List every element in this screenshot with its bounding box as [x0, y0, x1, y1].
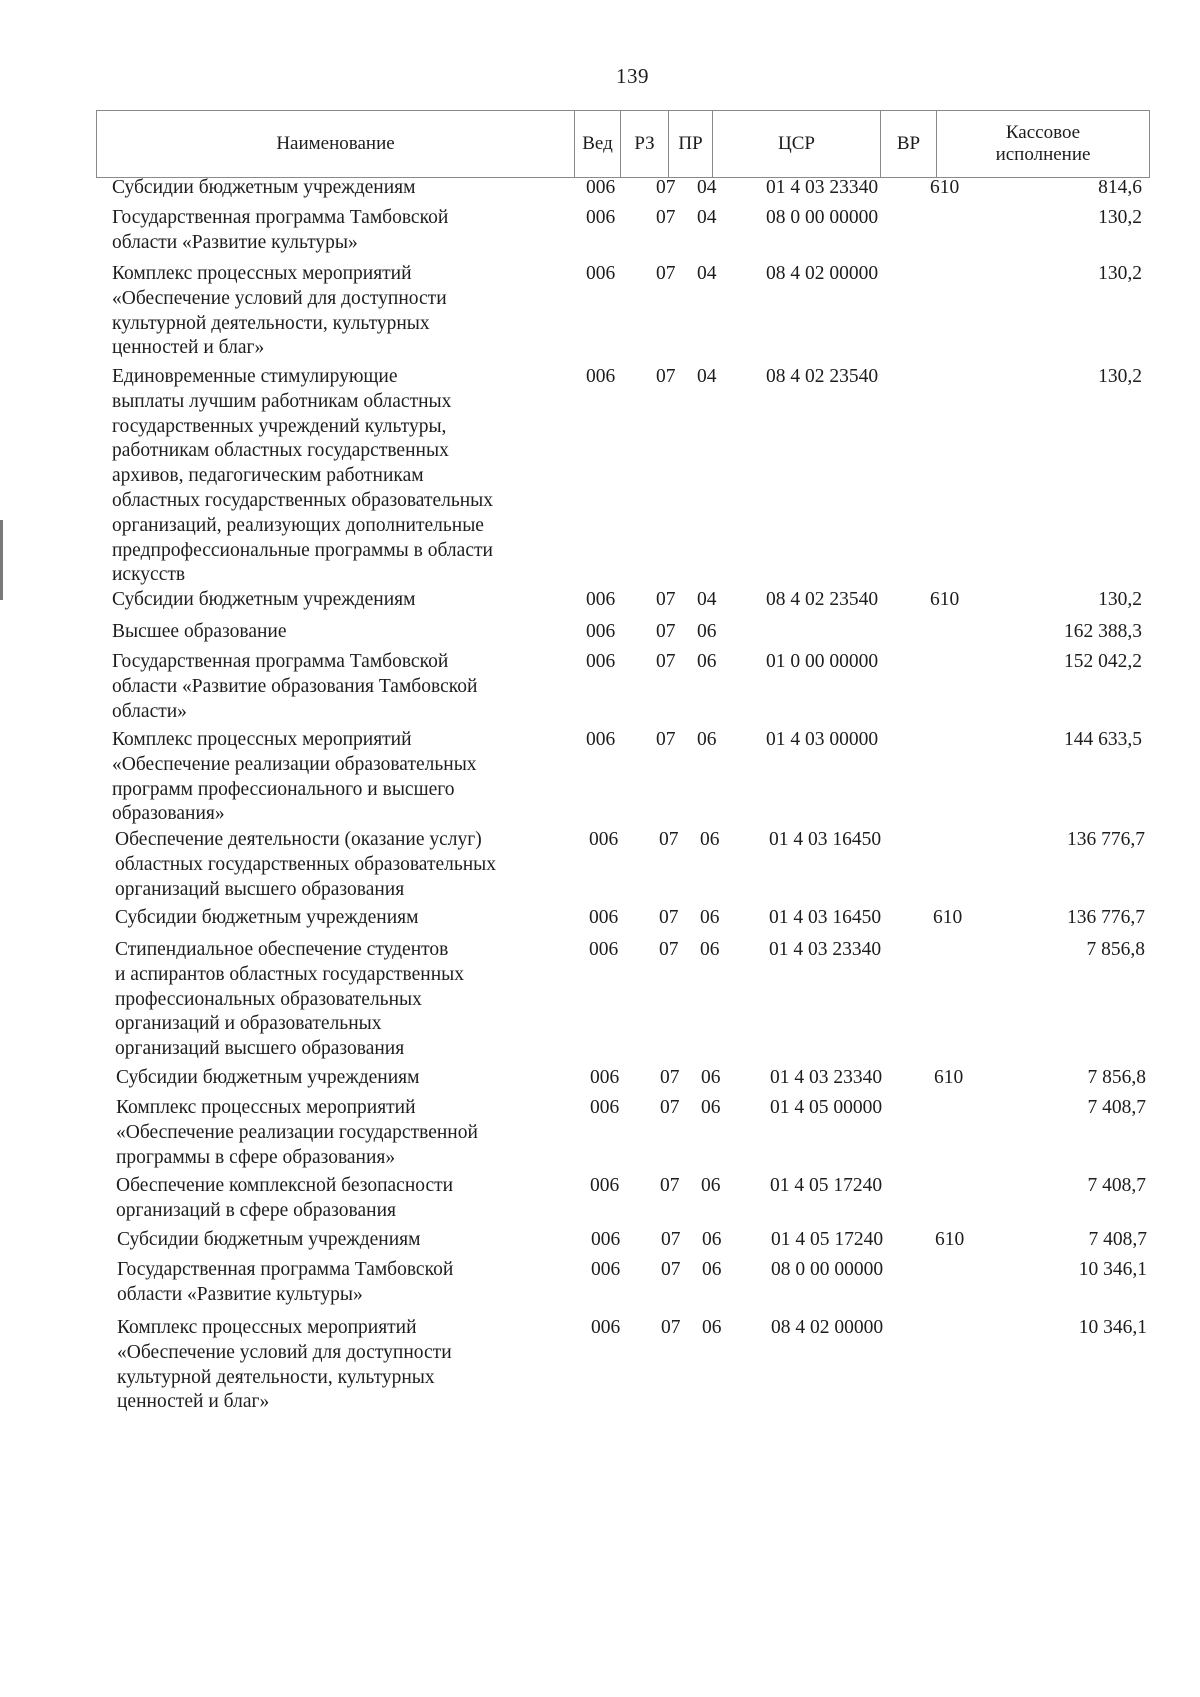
cell-amount: 7 856,8 — [1086, 939, 1145, 960]
cell-amount: 162 388,3 — [1064, 621, 1142, 642]
scan-edge-mark — [0, 520, 3, 600]
cell-pr: 06 — [697, 729, 717, 750]
cell-rz: 07 — [656, 207, 676, 228]
header-csr: ЦСР — [713, 111, 881, 177]
cell-rz: 07 — [659, 907, 679, 928]
cell-name: Субсидии бюджетным учреждениям — [112, 177, 416, 198]
cell-name: Комплекс процессных мероприятий «Обеспечение реализации образовательных программ профессионального и высшего образования» — [112, 729, 477, 825]
cell-csr: 08 0 00 00000 — [766, 207, 879, 228]
cell-csr: 01 4 05 17240 — [771, 1229, 884, 1250]
cell-ved: 006 — [589, 829, 619, 850]
cell-name: Высшее образование — [112, 621, 287, 642]
cell-pr: 06 — [702, 1259, 722, 1280]
cell-ved: 006 — [586, 729, 616, 750]
cell-rz: 07 — [656, 177, 676, 198]
cell-name: Комплекс процессных мероприятий «Обеспечение реализации государственной программы в сфере образования» — [116, 1097, 478, 1168]
cell-pr: 06 — [697, 651, 717, 672]
cell-pr: 04 — [697, 589, 717, 610]
cell-rz: 07 — [659, 939, 679, 960]
cell-ved: 006 — [590, 1097, 620, 1118]
cell-pr: 04 — [697, 366, 717, 387]
cell-ved: 006 — [586, 177, 616, 198]
cell-vr: 610 — [930, 177, 960, 198]
cell-vr: 610 — [934, 1067, 964, 1088]
cell-ved: 006 — [589, 939, 619, 960]
cell-rz: 07 — [661, 1229, 681, 1250]
cell-rz: 07 — [656, 651, 676, 672]
cell-amount: 10 346,1 — [1078, 1259, 1147, 1280]
cell-rz: 07 — [656, 729, 676, 750]
cell-pr: 04 — [697, 207, 717, 228]
cell-name: Обеспечение комплексной безопасности организаций в сфере образования — [116, 1175, 454, 1221]
cell-amount: 130,2 — [1098, 589, 1142, 610]
cell-pr: 04 — [697, 177, 717, 198]
cell-name: Стипендиальное обеспечение студентов и аспирантов областных государственных профессиональных образовательных организаций и образовательных организаций высшего образования — [115, 939, 464, 1060]
cell-amount: 130,2 — [1098, 366, 1142, 387]
cell-rz: 07 — [659, 829, 679, 850]
header-rz: РЗ — [621, 111, 669, 177]
cell-name: Комплекс процессных мероприятий «Обеспечение условий для доступности культурной деятельности, культурных ценностей и благ» — [117, 1317, 452, 1413]
cell-ved: 006 — [586, 651, 616, 672]
cell-amount: 136 776,7 — [1067, 829, 1145, 850]
cell-amount: 152 042,2 — [1064, 651, 1142, 672]
cell-csr: 01 4 03 16450 — [769, 829, 882, 850]
cell-pr: 06 — [702, 1317, 722, 1338]
cell-csr: 01 0 00 00000 — [766, 651, 879, 672]
header-pr: ПР — [669, 111, 713, 177]
cell-pr: 06 — [701, 1097, 721, 1118]
cell-csr: 01 4 03 23340 — [769, 939, 882, 960]
cell-rz: 07 — [660, 1067, 680, 1088]
cell-name: Комплекс процессных мероприятий «Обеспечение условий для доступности культурной деятельности, культурных ценностей и благ» — [112, 263, 447, 359]
cell-ved: 006 — [591, 1229, 621, 1250]
header-name: Наименование — [97, 111, 575, 177]
cell-name: Обеспечение деятельности (оказание услуг) областных государственных образовательных организаций высшего образования — [115, 829, 497, 900]
cell-csr: 01 4 05 17240 — [770, 1175, 883, 1196]
cell-rz: 07 — [656, 263, 676, 284]
header-amount: Кассовое исполнение — [995, 121, 1091, 165]
cell-vr: 610 — [933, 907, 963, 928]
cell-csr: 08 4 02 00000 — [771, 1317, 884, 1338]
cell-name: Субсидии бюджетным учреждениям — [116, 1067, 420, 1088]
cell-amount: 130,2 — [1098, 207, 1142, 228]
cell-rz: 07 — [656, 589, 676, 610]
cell-rz: 07 — [660, 1097, 680, 1118]
cell-csr: 01 4 03 16450 — [769, 907, 882, 928]
table-header — [96, 110, 1150, 178]
cell-ved: 006 — [591, 1259, 621, 1280]
cell-amount: 7 408,7 — [1088, 1229, 1147, 1250]
cell-pr: 06 — [702, 1229, 722, 1250]
header-ved: Вед — [575, 111, 621, 177]
cell-csr: 08 4 02 23540 — [766, 589, 879, 610]
cell-csr: 08 4 02 23540 — [766, 366, 879, 387]
cell-pr: 06 — [700, 939, 720, 960]
cell-csr: 01 4 05 00000 — [770, 1097, 883, 1118]
cell-name: Государственная программа Тамбовской области «Развитие культуры» — [117, 1259, 454, 1305]
cell-ved: 006 — [590, 1067, 620, 1088]
cell-amount: 144 633,5 — [1064, 729, 1142, 750]
cell-ved: 006 — [586, 366, 616, 387]
cell-vr: 610 — [935, 1229, 965, 1250]
cell-pr: 06 — [697, 621, 717, 642]
cell-ved: 006 — [589, 907, 619, 928]
cell-ved: 006 — [586, 263, 616, 284]
cell-ved: 006 — [591, 1317, 621, 1338]
cell-rz: 07 — [661, 1317, 681, 1338]
cell-csr: 08 0 00 00000 — [771, 1259, 884, 1280]
cell-name: Государственная программа Тамбовской области «Развитие образования Тамбовской области» — [112, 651, 478, 722]
cell-pr: 06 — [700, 907, 720, 928]
cell-pr: 06 — [701, 1067, 721, 1088]
cell-csr: 01 4 03 00000 — [766, 729, 879, 750]
cell-ved: 006 — [586, 207, 616, 228]
cell-amount: 7 856,8 — [1087, 1067, 1146, 1088]
cell-amount: 136 776,7 — [1067, 907, 1145, 928]
cell-rz: 07 — [661, 1259, 681, 1280]
cell-rz: 07 — [656, 366, 676, 387]
cell-ved: 006 — [590, 1175, 620, 1196]
cell-csr: 01 4 03 23340 — [766, 177, 879, 198]
cell-ved: 006 — [586, 589, 616, 610]
cell-pr: 04 — [697, 263, 717, 284]
cell-csr: 01 4 03 23340 — [770, 1067, 883, 1088]
cell-amount: 10 346,1 — [1078, 1317, 1147, 1338]
cell-name: Субсидии бюджетным учреждениям — [115, 907, 419, 928]
cell-amount: 7 408,7 — [1087, 1097, 1146, 1118]
cell-ved: 006 — [586, 621, 616, 642]
cell-amount: 130,2 — [1098, 263, 1142, 284]
page-number: 139 — [616, 64, 649, 88]
cell-name: Единовременные стимулирующие выплаты лучшим работникам областных государственных учреждений культуры, работникам областных государственных архивов, педагогическим работникам областных государственных образовательных организаций, реализующих дополнительные предпрофессиональные программы в области искусств — [112, 366, 494, 586]
cell-amount: 7 408,7 — [1087, 1175, 1146, 1196]
cell-rz: 07 — [660, 1175, 680, 1196]
cell-name: Субсидии бюджетным учреждениям — [112, 589, 416, 610]
cell-pr: 06 — [701, 1175, 721, 1196]
cell-pr: 06 — [700, 829, 720, 850]
cell-name: Государственная программа Тамбовской области «Развитие культуры» — [112, 207, 449, 253]
cell-name: Субсидии бюджетным учреждениям — [117, 1229, 421, 1250]
header-vr: ВР — [881, 111, 937, 177]
cell-amount: 814,6 — [1098, 177, 1142, 198]
cell-vr: 610 — [930, 589, 960, 610]
cell-rz: 07 — [656, 621, 676, 642]
cell-csr: 08 4 02 00000 — [766, 263, 879, 284]
